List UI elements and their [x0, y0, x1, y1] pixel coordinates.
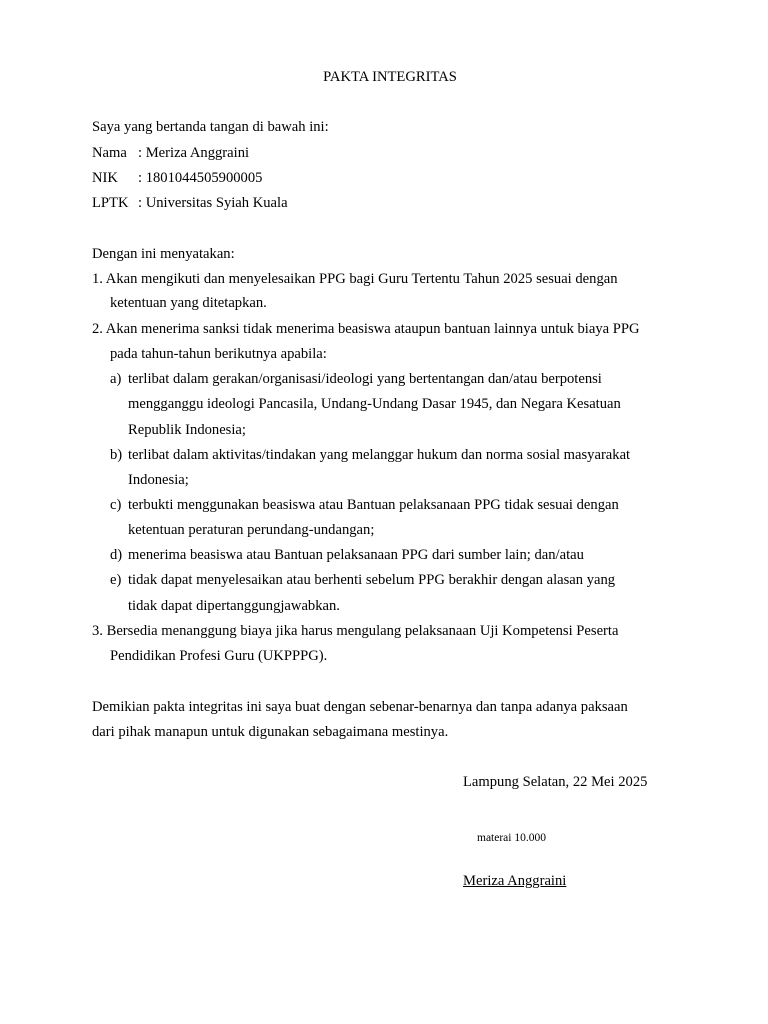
field-label: LPTK — [92, 195, 129, 211]
place-date: Lampung Selatan, 22 Mei 2025 — [463, 774, 648, 790]
field-label: Nama — [92, 145, 127, 161]
subitem-b — [110, 446, 630, 464]
field-label: NIK — [92, 170, 118, 186]
subitem-marker: d) — [110, 547, 123, 563]
subitem-e-cont: tidak dapat dipertanggungjawabkan. — [128, 598, 340, 614]
subitem-marker: c) — [110, 497, 122, 513]
subitem-e — [110, 571, 615, 589]
subitem-text: terlibat dalam aktivitas/tindakan yang melanggar hukum dan norma sosial masyarakat — [128, 447, 631, 463]
subitem-c-cont: ketentuan peraturan perundang-undangan; — [128, 522, 375, 538]
field-row-nik — [92, 169, 262, 187]
subitem-b-cont: Indonesia; — [128, 472, 189, 488]
statement-intro: Dengan ini menyatakan: — [92, 246, 235, 262]
item-2-line-2: pada tahun-tahun berikutnya apabila: — [110, 346, 327, 362]
subitem-d — [110, 546, 584, 564]
field-row-nama — [92, 144, 249, 162]
subitem-a-cont: mengganggu ideologi Pancasila, Undang-Undang Dasar 1945, dan Negara Kesatuan — [128, 396, 621, 412]
closing-line-2: dari pihak manapun untuk digunakan sebagaimana mestinya. — [92, 724, 449, 740]
field-value: : 1801044505900005 — [138, 170, 263, 186]
subitem-a — [110, 370, 602, 388]
subitem-c — [110, 496, 619, 514]
subitem-text: menerima beasiswa atau Bantuan pelaksanaan PPG dari sumber lain; dan/atau — [128, 547, 584, 563]
subitem-marker: e) — [110, 572, 122, 588]
subitem-text: tidak dapat menyelesaikan atau berhenti sebelum PPG berakhir dengan alasan yang — [128, 572, 616, 588]
field-value: : Meriza Anggraini — [138, 145, 250, 161]
subitem-text: terbukti menggunakan beasiswa atau Bantuan pelaksanaan PPG tidak sesuai dengan — [128, 497, 619, 513]
item-1-line-2: ketentuan yang ditetapkan. — [110, 295, 267, 311]
field-row-lptk — [92, 194, 288, 212]
item-1-line-1: 1. Akan mengikuti dan menyelesaikan PPG bagi Guru Tertentu Tahun 2025 sesuai dengan — [92, 271, 618, 287]
field-value: : Universitas Syiah Kuala — [138, 195, 288, 211]
subitem-text: terlibat dalam gerakan/organisasi/ideologi yang bertentangan dan/atau berpotensi — [128, 371, 602, 387]
subitem-a-cont: Republik Indonesia; — [128, 422, 246, 438]
subitem-marker: a) — [110, 371, 122, 387]
item-2-line-1: 2. Akan menerima sanksi tidak menerima beasiswa ataupun bantuan lainnya untuk biaya PPG — [92, 321, 640, 337]
document-title: PAKTA INTEGRITAS — [323, 69, 457, 85]
item-3-line-2: Pendidikan Profesi Guru (UKPPPG). — [110, 648, 328, 664]
signatory-name: Meriza Anggraini — [463, 873, 567, 889]
closing-line-1: Demikian pakta integritas ini saya buat dengan sebenar-benarnya dan tanpa adanya paksaan — [92, 699, 628, 715]
subitem-marker: b) — [110, 447, 123, 463]
intro-text: Saya yang bertanda tangan di bawah ini: — [92, 119, 329, 135]
item-3-line-1: 3. Bersedia menanggung biaya jika harus mengulang pelaksanaan Uji Kompetensi Peserta — [92, 623, 619, 639]
materai-stamp-label: materai 10.000 — [477, 832, 546, 844]
